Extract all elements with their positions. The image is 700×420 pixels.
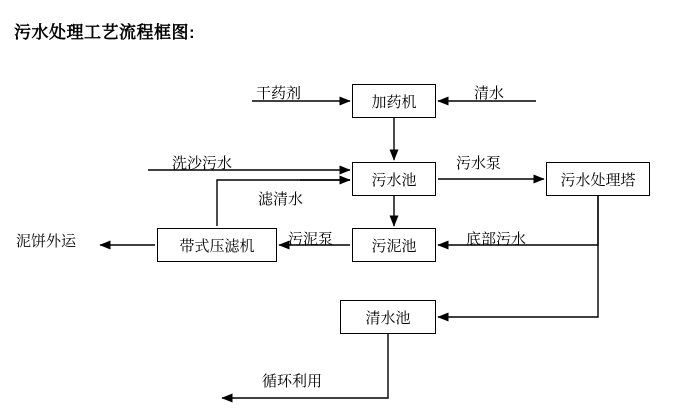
node-sewage-pool[interactable] [352,162,436,196]
edge-label-sand-washing-sewage: 洗沙污水 [172,155,233,172]
node-label: 带式压滤机 [179,237,255,255]
edge-label-sewage-pump: 污水泵 [456,155,502,172]
node-label: 加药机 [371,93,417,111]
node-label: 污水池 [371,171,417,189]
edge-label-clean-water-in: 清水 [474,85,505,102]
edge-label-sludge-pump: 污泥泵 [288,231,334,248]
node-clean-water-pool[interactable] [340,300,436,334]
edge-label-bottom-sewage: 底部污水 [466,231,527,248]
edge-label-recycle-reuse: 循环利用 [262,373,323,390]
node-belt-filter-press[interactable] [157,228,277,262]
node-label: 污泥池 [371,237,417,255]
page-title: 污水处理工艺流程框图: [14,23,196,42]
edge-label-filtered-clear-water: 滤清水 [258,191,304,208]
edge-label-mud-cake-transport: 泥饼外运 [16,233,77,250]
node-sewage-treatment-tower[interactable] [546,162,650,196]
node-label: 污水处理塔 [560,171,636,189]
edge-label-dry-chemical: 干药剂 [256,85,302,102]
node-sludge-pool[interactable] [352,228,436,262]
node-dosing-machine[interactable] [352,84,436,118]
node-label: 清水池 [365,309,411,327]
